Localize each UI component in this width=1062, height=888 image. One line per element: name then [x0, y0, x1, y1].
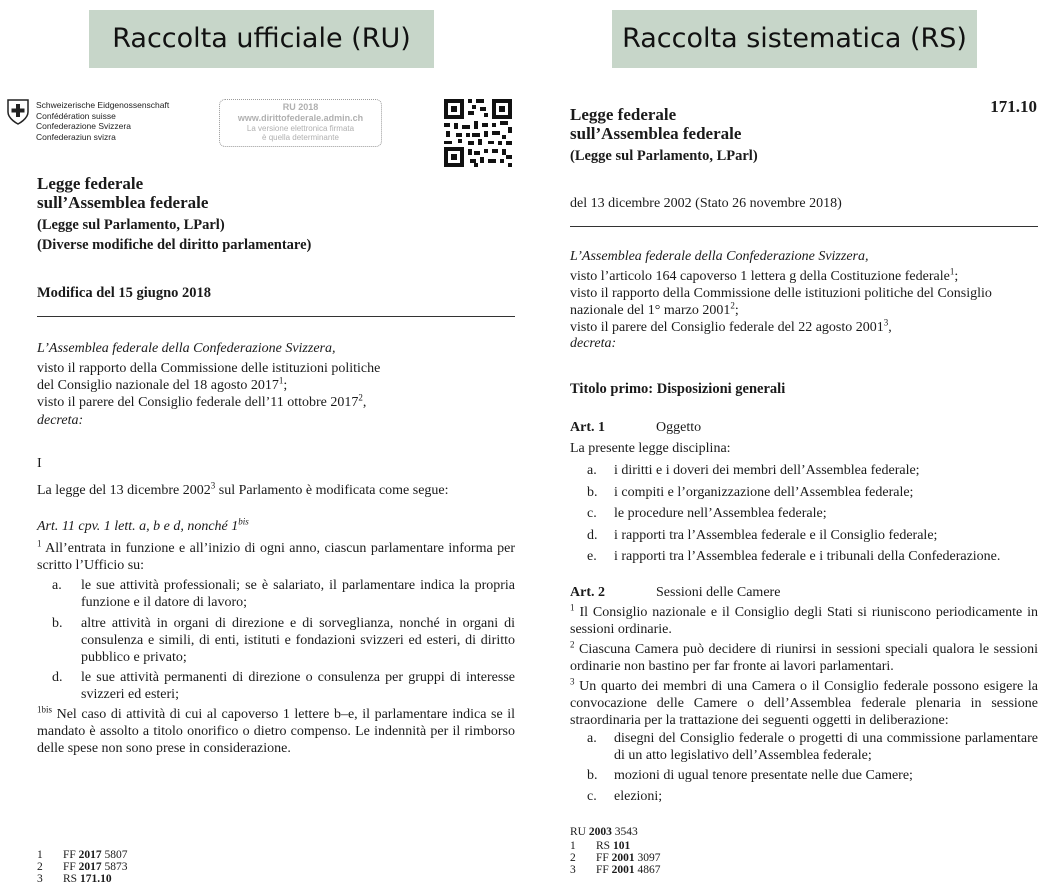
left-title: Legge federale sull’Assemblea federale	[37, 174, 209, 212]
right-date: del 13 dicembre 2002 (Stato 26 novembre 2018)	[570, 196, 842, 211]
right-art2-para-1: $^1$ Il Consiglio nazionale e il Consiglio degli Stati si riuniscono periodicamente in sessioni ordinarie.	[570, 602, 1039, 637]
right-art2-para-3: $^3$ Un quarto dei membri di una Camera o il Consiglio federale possono esigere la convocazione delle Camere o dell’Assemblea federale plenaria in sessione straordinaria per la trattazione dei seguenti oggetti in deliberazione:	[570, 676, 1038, 728]
right-art2-para-2: $^2$ Ciascuna Camera può decidere di riunirsi in sessioni speciali qualora le sessioni ordinarie non bastino per far fronte ai lavori parlamentari.	[570, 639, 1038, 674]
right-page: 171.10 Legge federale sull’Assemblea federale (Legge sul Parlamento, LParl) del 13 dicembre 2002 (Stato 26 novembre 2018) L’Assemblea federale della Confederazione Svizzera, visto l’articolo 164 capoverso 1 lettera g della Costituzione federale$^1$; visto il rapporto della Commissione delle istituzioni politiche del Consiglio nazionale del 1° marzo 2001$^2$; visto il parere del Consiglio federale del 22 agosto 2001$^3$, decreta: Titolo primo: Disposizioni generali Art. 1 Oggetto La presente legge disciplina: a. i diritti e i doveri dei membri dell’Assemblea federale; b. i compiti e l’organizzazione dell’Assemblea federale; c. le procedure nell’Assemblea federale; d. i rapporti tra l’Assemblea federale e il Consiglio federale; e. i rapporti tra l’Assemblea federale e i tribunali della Confederazione. Art. 2 Sessioni delle Camere $^1$ Il Consiglio nazionale e il Consiglio degli Stati si riuniscono periodicamente in sessioni ordinarie. $^2$ Ciascuna Camera può decidere di riunirsi in sessioni speciali qualora le sessioni ordinarie non bastino per far fronte ai lavori parlamentari. $^3$ Un quarto dei membri di una Camera o il Consiglio federale possono esigere la convocazione delle Camere o dell’Assemblea federale plenaria in sessione straordinaria per la trattazione dei seguenti oggetti in deliberazione: a. disegni del Consiglio federale o progetti di una commissione parlamentare di un atto legislativo dell’Assemblea federale; b. mozioni di ugual tenore presentate nelle due Camere; c. elezioni; RU 2003 3543 1 RS 101 2 FF 2001 3097 3 FF 2001 4867	[570, 97, 1039, 876]
left-para-1: $^1$ All’entrata in funzione e all’inizio di ogni anno, ciascun parlamentare informa per scritto l’Ufficio su:	[37, 538, 515, 573]
right-art2-heading: Art. 2 Sessioni delle Camere	[570, 585, 781, 600]
right-visto: visto l’articolo 164 capoverso 1 lettera g della Costituzione federale$^1$; visto il rapporto della Commissione delle istituzioni politiche del Consiglio nazionale del 1° marzo 2001$^2$; visto il parere del Consiglio federale del 22 agosto 2001$^3$,	[570, 266, 992, 335]
right-divider	[570, 226, 1038, 227]
right-titolo: Titolo primo: Disposizioni generali	[570, 381, 786, 397]
header-left: Raccolta ufficiale (RU)	[89, 10, 434, 68]
right-decreta: decreta:	[570, 336, 617, 351]
right-footnotes	[570, 840, 661, 876]
left-article-heading: Art. 11 cpv. 1 lett. a, b e d, nonché $1^{bis}$	[37, 516, 249, 534]
left-roman: I	[37, 456, 42, 471]
federation-names: Schweizerische Eidgenossenschaft Confédération suisse Confederazione Svizzera Confederaziun svizra	[36, 100, 170, 142]
left-footnotes	[37, 849, 128, 885]
left-intro: La legge del 13 dicembre 2002$^3$ sul Parlamento è modificata come segue:	[37, 480, 449, 498]
left-decreta: decreta:	[37, 413, 84, 428]
left-visto: visto il rapporto della Commissione delle istituzioni politiche del Consiglio nazionale del 18 agosto 2017$^1$; visto il parere del Consiglio federale dell’11 ottobre 2017$^2$,	[37, 361, 381, 410]
left-para-1bis: $^{1bis}$ Nel caso di attività di cui al capoverso 1 lettere b–e, il parlamentare indica se il mandato è assolto a titolo onorifico o dietro compenso. Le indennità per il rimborso delle spese non sono prese in considerazione.	[37, 704, 515, 756]
left-preamble: L’Assemblea federale della Confederazione Svizzera,	[37, 341, 336, 356]
swiss-coat-of-arms-icon	[7, 99, 29, 125]
left-divider	[37, 316, 515, 317]
right-sr-number: 171.10	[990, 97, 1037, 116]
qr-code-icon	[444, 99, 512, 167]
right-art1-intro: La presente legge disciplina:	[570, 441, 731, 456]
left-page: Schweizerische Eidgenossenschaft Confédération suisse Confederazione Svizzera Confederaziun svizra RU 2018 www.dirittofederale.admin.ch La versione elettronica firmata è quella determinante Legge federale sull’Assemblea federale (Legge sul Parlamento, LParl) (Diverse modifiche del diritto parlamentare) Modifica del 15 giugno 2018 L’Assemblea federale della Confederazione Svizzera, visto il rapporto della Commissione delle istituzioni politiche del Consiglio nazionale del 18 agosto 2017$^1$; visto il parere del Consiglio federale dell’11 ottobre 2017$^2$, decreta: I La legge del 13 dicembre 2002$^3$ sul Parlamento è modificata come segue: Art. 11 cpv. 1 lett. a, b e d, nonché $1^{bis}$ $^1$ All’entrata in funzione e all’inizio di ogni anno, ciascun parlamentare informa per scritto l’Ufficio su: a. le sue attività professionali; se è salariato, il parlamentare indica la propria funzione e il datore di lavoro; b. altre attività in organi di direzione e di sorveglianza, nonché in organi di consulenza e simili, di enti, istituti e fondazioni svizzeri ed esteri, di diritto pubblico e privato; d. le sue attività permanenti di direzione o consulenza per gruppi di interesse svizzeri ed esteri; $^{1bis}$ Nel caso di attività di cui al capoverso 1 lettere b–e, il parlamentare indica se il mandato è assolto a titolo onorifico o dietro compenso. Le indennità per il rimborso delle spese non sono prese in considerazione. 1 FF 2017 5807 2 FF 2017 5873 3 RS 171.10	[0, 0, 530, 888]
footnote: 3 RS 171.10	[37, 873, 112, 885]
left-modifica: Modifica del 15 giugno 2018	[37, 285, 212, 301]
footnote: 1 FF 2017 5807	[37, 849, 128, 861]
footnote: 2 FF 2017 5873	[37, 861, 128, 873]
footnote: 2 FF 2001 3097	[570, 852, 661, 864]
header-right: Raccolta sistematica (RS)	[612, 10, 977, 68]
right-art1-heading: Art. 1 Oggetto	[570, 420, 702, 435]
left-subtitle: (Legge sul Parlamento, LParl) (Diverse modifiche del diritto parlamentare)	[37, 217, 312, 253]
right-ru-reference: RU 2003 3543	[570, 826, 638, 838]
footnote: 1 RS 101	[570, 840, 631, 852]
footnote: 3 FF 2001 4867	[570, 864, 661, 876]
right-subtitle: (Legge sul Parlamento, LParl)	[570, 148, 758, 164]
right-preamble: L’Assemblea federale della Confederazione Svizzera,	[570, 249, 869, 264]
ru-stamp: RU 2018 www.dirittofederale.admin.ch La versione elettronica firmata è quella determinante	[219, 99, 382, 147]
right-title: Legge federale sull’Assemblea federale	[570, 105, 742, 143]
